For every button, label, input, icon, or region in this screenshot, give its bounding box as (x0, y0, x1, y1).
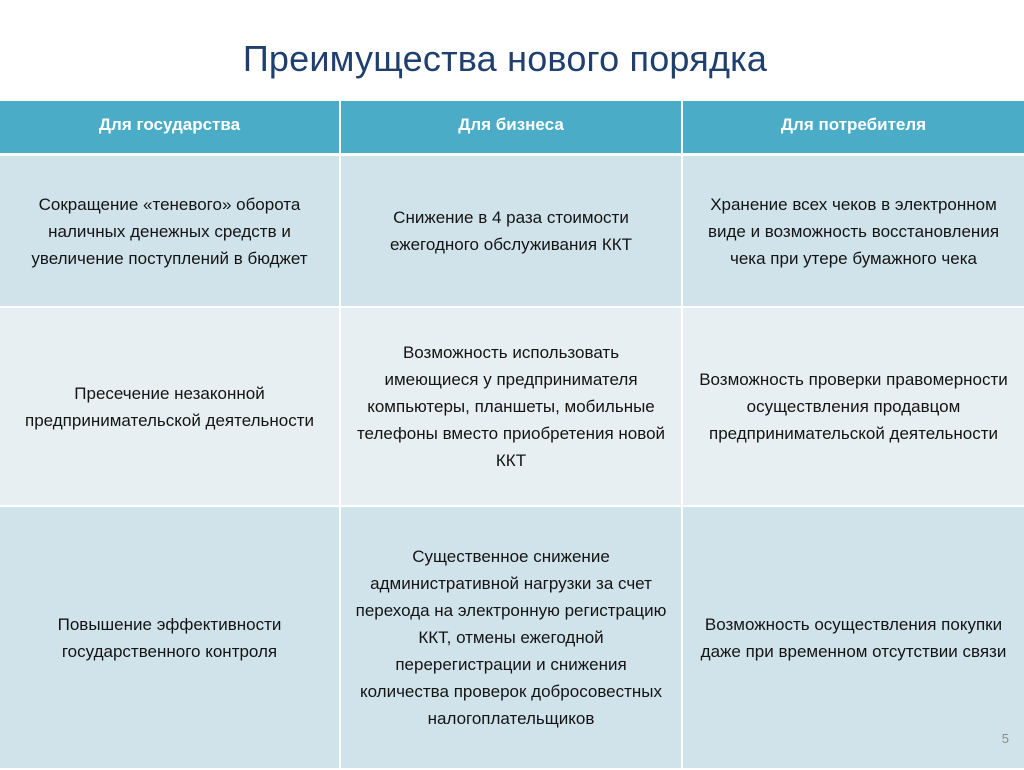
cell-consumer-row3: Возможность осуществления покупки даже при временном отсутствии связи (683, 507, 1024, 770)
page-number: 5 (1001, 731, 1009, 746)
cell-government-row1: Сокращение «теневого» оборота наличных денежных средств и увеличение поступлений в бюджет (0, 156, 341, 308)
cell-government-row2: Пресечение незаконной предпринимательской деятельности (0, 308, 341, 507)
cell-business-row1: Снижение в 4 раза стоимости ежегодного обслуживания ККТ (341, 156, 683, 308)
advantages-table (0, 99, 1024, 770)
cell-business-row3: Существенное снижение административной нагрузки за счет перехода на электронную регистрацию ККТ, отмены ежегодной перерегистрации и снижения количества проверок добросовестных налогоплательщиков (341, 507, 683, 770)
slide-title: Преимущества нового порядка (242, 38, 768, 79)
cell-business-row2: Возможность использовать имеющиеся у предпринимателя компьютеры, планшеты, мобильные телефоны вместо приобретения новой ККТ (341, 308, 683, 507)
header-government: Для государства (0, 101, 341, 156)
header-consumer: Для потребителя (683, 101, 1024, 156)
header-business: Для бизнеса (341, 101, 683, 156)
cell-government-row3: Повышение эффективности государственного контроля (0, 507, 341, 770)
cell-consumer-row2: Возможность проверки правомерности осуществления продавцом предпринимательской деятельности (683, 308, 1024, 507)
cell-consumer-row1: Хранение всех чеков в электронном виде и возможность восстановления чека при утере бумажного чека (683, 156, 1024, 308)
